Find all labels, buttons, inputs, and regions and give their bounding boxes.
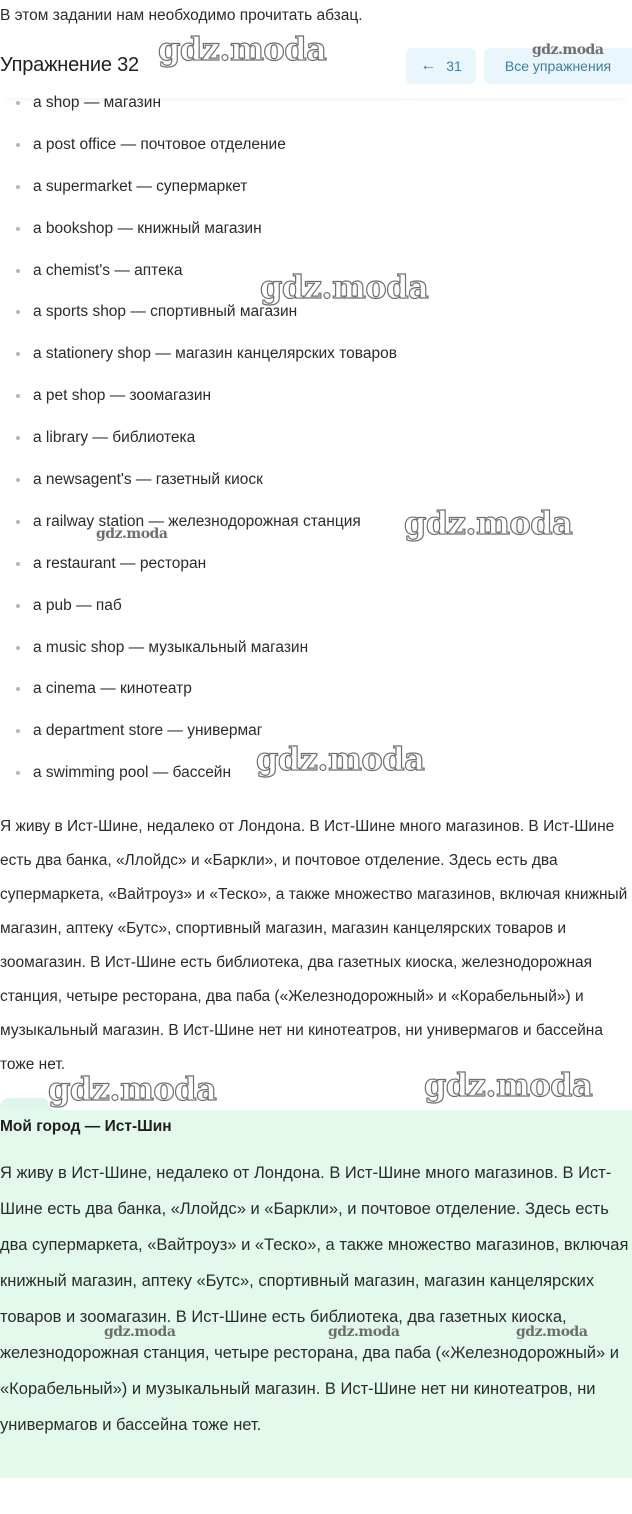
bullet-icon — [16, 185, 20, 189]
bullet-icon — [16, 729, 20, 733]
list-item — [0, 710, 632, 752]
bullet-icon — [16, 436, 20, 440]
bullet-icon — [16, 310, 20, 314]
bullet-icon — [16, 520, 20, 524]
bullet-icon — [16, 478, 20, 482]
list-item-text: a pet shop — зоомагазин — [33, 387, 212, 405]
list-item — [0, 585, 632, 627]
bullet-icon — [16, 562, 20, 566]
watermark-logo: gdz.moda — [48, 1070, 217, 1108]
list-item-text: a music shop — музыкальный магазин — [33, 638, 309, 656]
list-item — [0, 375, 632, 417]
bullet-icon — [16, 687, 20, 691]
bullet-icon — [16, 269, 20, 273]
list-item — [0, 752, 632, 794]
list-item-text: a chemist's — аптека — [33, 261, 183, 279]
translation-paragraph: Я живу в Ист-Шине, недалеко от Лондона. В Ист-Шине много магазинов. В Ист-Шине есть два банка, «Ллойдс» и «Баркли», и почтовое отделение. Здесь есть два супермаркета, «Вайтроуз» и «Теско», а также множество магазинов, включая книжный магазин, аптеку «Бутс», спортивный магазин, магазин канцелярских товаров и зоомагазин. В Ист-Шине есть библиотека, два газетных киоска, железнодорожная станция, четыре ресторана, два паба («Железнодорожный» и «Корабельный») и музыкальный магазин. В Ист-Шине нет ни кинотеатров, ни универмагов и бассейна тоже нет. — [0, 818, 628, 1073]
list-item-text: a pub — паб — [33, 596, 122, 614]
bullet-icon — [16, 227, 20, 231]
list-item-text: a supermarket — супермаркет — [33, 177, 248, 195]
list-item-text: a stationery shop — магазин канцелярских товаров — [33, 345, 397, 363]
list-item — [0, 501, 632, 543]
list-item-text: a railway station — железнодорожная станция — [33, 512, 361, 530]
list-item-text: a newsagent's — газетный киоск — [33, 471, 263, 489]
watermark-logo: gdz.moda — [532, 42, 604, 58]
list-item — [0, 459, 632, 501]
answer-box — [0, 1110, 632, 1478]
bullet-icon — [16, 604, 20, 608]
watermark-logo: gdz.moda — [96, 526, 168, 542]
list-item-text: a swimming pool — бассейн — [33, 764, 232, 782]
arrow-left-icon: ← — [420, 57, 437, 74]
all-exercises-label: Все упражнения — [504, 58, 612, 74]
watermark-logo: gdz.moda — [404, 504, 573, 542]
list-item — [0, 543, 632, 585]
intro-text: В этом задании нам необходимо прочитать абзац. — [0, 7, 363, 24]
list-item — [0, 208, 632, 250]
watermark-logo: gdz.moda — [104, 1324, 176, 1340]
list-item — [0, 124, 632, 166]
bullet-icon — [16, 143, 20, 147]
list-item — [0, 668, 632, 710]
list-item-text: a library — библиотека — [33, 429, 196, 447]
all-exercises-button[interactable] — [484, 48, 632, 84]
watermark-logo: gdz.moda — [158, 30, 327, 68]
list-item-text: a restaurant — ресторан — [33, 554, 207, 572]
bullet-icon — [16, 352, 20, 356]
list-item-text: a sports shop — спортивный магазин — [33, 303, 298, 321]
prev-exercise-label: 31 — [446, 58, 462, 74]
bullet-icon — [16, 101, 20, 105]
prev-exercise-button[interactable] — [406, 48, 476, 84]
list-item — [0, 627, 632, 669]
list-item-text: a department store — универмаг — [33, 722, 263, 740]
list-item — [0, 82, 632, 124]
list-item-text: a bookshop — книжный магазин — [33, 219, 262, 237]
watermark-logo: gdz.moda — [256, 740, 425, 778]
list-item-text: a shop — магазин — [33, 94, 162, 111]
list-item-text: a cinema — кинотеатр — [33, 680, 192, 698]
list-item — [0, 250, 632, 292]
watermark-logo: gdz.moda — [328, 1324, 400, 1340]
watermark-logo: gdz.moda — [516, 1324, 588, 1340]
list-item — [0, 333, 632, 375]
exercise-title: Упражнение 32 — [0, 54, 139, 76]
bullet-icon — [16, 771, 20, 775]
list-item — [0, 417, 632, 459]
watermark-logo: gdz.moda — [424, 1066, 593, 1104]
answer-title: Мой город — Ист-Шин — [0, 1118, 172, 1135]
watermark-logo: gdz.moda — [260, 268, 429, 306]
list-item-text: a post office — почтовое отделение — [33, 135, 286, 153]
answer-text: Я живу в Ист-Шине, недалеко от Лондона. В Ист-Шине много магазинов. В Ист-Шине есть два банка, «Ллойдс» и «Баркли», и почтовое отделение. Здесь есть два супермаркета, «Вайтроуз» и «Теско», а также множество магазинов, включая книжный магазин, аптеку «Бутс», спортивный магазин, магазин канцелярских товаров и зоомагазин. В Ист-Шине есть библиотека, два газетных киоска, железнодорожная станция, четыре ресторана, два паба («Железнодорожный» и «Корабельный») и музыкальный магазин. В Ист-Шине нет ни кинотеатров, ни универмагов и бассейна тоже нет. — [0, 1164, 629, 1434]
bullet-icon — [16, 646, 20, 650]
list-item — [0, 166, 632, 208]
list-item — [0, 291, 632, 333]
vocabulary-list — [0, 82, 632, 794]
bullet-icon — [16, 394, 20, 398]
